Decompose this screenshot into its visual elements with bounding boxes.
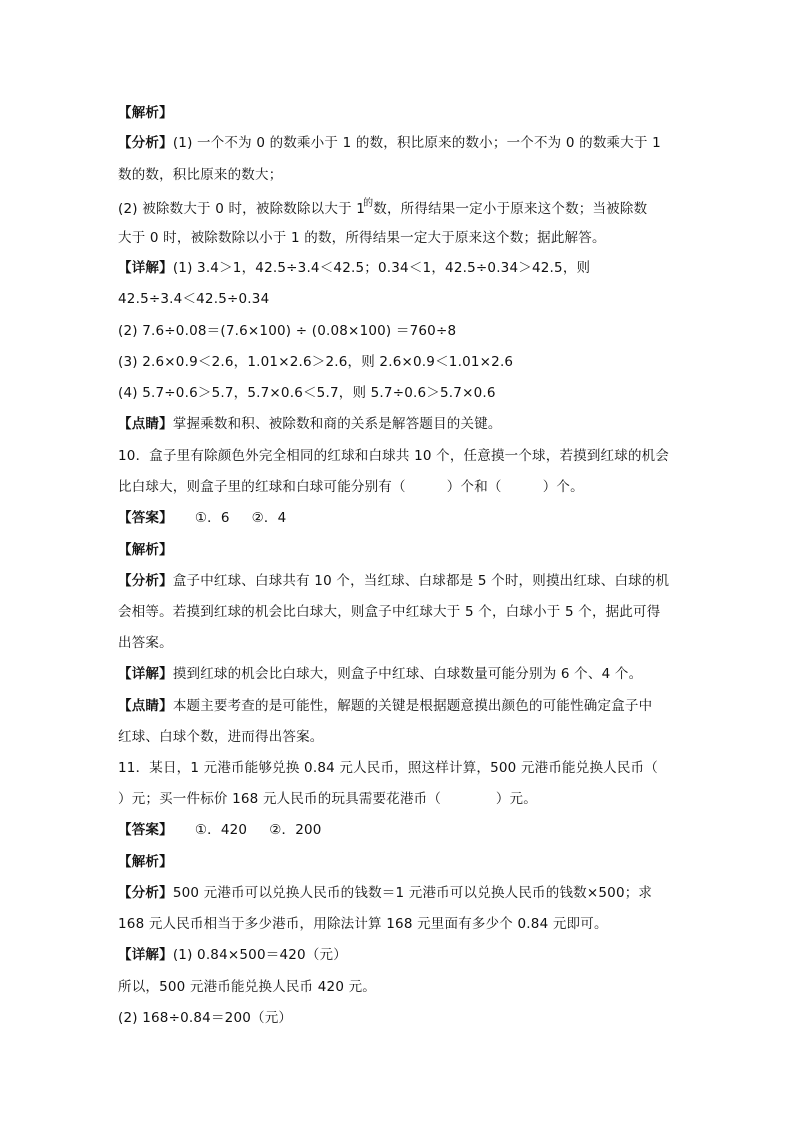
question-text: 比白球大，则盒子里的红球和白球可能分别有（ ）个和（ ）个。 xyxy=(118,479,584,495)
doc-line-26 xyxy=(118,884,652,902)
doc-line-25 xyxy=(118,853,173,871)
line-text: 本题主要考查的是可能性，解题的关键是根据题意摸出颜色的可能性确定盒子中 xyxy=(172,698,653,714)
section-tag: 【分析】 xyxy=(118,573,173,589)
doc-line-11 xyxy=(118,415,502,433)
doc-line-12 xyxy=(118,447,669,465)
section-tag: 【解析】 xyxy=(118,542,173,558)
doc-line-20 xyxy=(118,697,652,715)
doc-line-14 xyxy=(118,509,286,527)
doc-line-4 xyxy=(118,200,647,220)
section-tag: 【点睛】 xyxy=(118,698,173,714)
doc-line-18 xyxy=(118,634,173,652)
line-text: 出答案。 xyxy=(118,635,173,651)
line-text: 500 元港币可以兑换人民币的钱数＝1 元港币可以兑换人民币的钱数×500；求 xyxy=(172,885,653,901)
line-text: (2) 被除数大于 0 时，被除数除以大于 1 xyxy=(118,201,366,217)
line-text: 掌握乘数和积、被除数和商的关系是解答题目的关键。 xyxy=(172,416,502,432)
doc-line-29 xyxy=(118,978,376,996)
answer-2: ②．200 xyxy=(269,822,322,838)
doc-line-8 xyxy=(118,322,456,340)
doc-line-1 xyxy=(118,104,173,122)
line-text: (4) 5.7÷0.6＞5.7，5.7×0.6＜5.7，则 5.7÷0.6＞5.7×0.6 xyxy=(118,385,496,401)
doc-line-24 xyxy=(118,821,322,839)
line-text: 红球、白球个数，进而得出答案。 xyxy=(118,729,324,745)
line-text: 所以，500 元港币能兑换人民币 420 元。 xyxy=(118,979,377,995)
line-text: 摸到红球的机会比白球大，则盒子中红球、白球数量可能分别为 6 个、4 个。 xyxy=(172,666,643,682)
answer-1: ①．420 xyxy=(194,822,248,838)
line-text: 大于 0 时，被除数除以小于 1 的数，所得结果一定大于原来这个数；据此解答。 xyxy=(118,230,606,246)
question-text: ）元；买一件标价 168 元人民币的玩具需要花港币（ ）元。 xyxy=(118,791,537,807)
line-text: 数的数，积比原来的数大； xyxy=(118,167,283,183)
superscript-text: 的 xyxy=(363,198,374,209)
doc-line-6 xyxy=(118,259,590,277)
doc-line-22 xyxy=(118,759,658,777)
section-tag: 【点睛】 xyxy=(118,416,173,432)
question-text: 10．盒子里有除颜色外完全相同的红球和白球共 10 个，任意摸一个球，若摸到红球的机会 xyxy=(118,448,670,464)
section-tag: 【详解】 xyxy=(118,260,173,276)
doc-line-28 xyxy=(118,946,347,964)
doc-line-19 xyxy=(118,665,642,683)
section-tag: 【详解】 xyxy=(118,666,173,682)
line-text: (3) 2.6×0.9＜2.6，1.01×2.6＞2.6，则 2.6×0.9＜1.01×2.6 xyxy=(118,354,514,370)
line-text: (1) 3.4＞1，42.5÷3.4＜42.5；0.34＜1，42.5÷0.34＞42.5，则 xyxy=(172,260,591,276)
doc-line-30 xyxy=(118,1009,292,1027)
doc-line-3 xyxy=(118,166,282,184)
doc-line-16 xyxy=(118,572,669,590)
doc-line-13 xyxy=(118,478,584,496)
doc-line-2 xyxy=(118,134,661,152)
line-text: 盒子中红球、白球共有 10 个，当红球、白球都是 5 个时，则摸出红球、白球的机 xyxy=(172,573,670,589)
answer-tag: 【答案】 xyxy=(118,822,173,838)
answer-2: ②．4 xyxy=(251,510,287,526)
line-text: 会相等。若摸到红球的机会比白球大，则盒子中红球大于 5 个，白球小于 5 个，据此可得 xyxy=(118,604,661,620)
line-text: (2) 7.6÷0.08＝(7.6×100) ÷ (0.08×100) ＝760÷8 xyxy=(118,323,457,339)
section-tag: 【解析】 xyxy=(118,854,173,870)
answer-1: ①．6 xyxy=(194,510,230,526)
doc-line-5 xyxy=(118,229,606,247)
line-text: (1) 0.84×500＝420（元） xyxy=(172,947,347,963)
doc-line-15 xyxy=(118,541,173,559)
line-text: 42.5÷3.4＜42.5÷0.34 xyxy=(118,291,270,307)
doc-line-23 xyxy=(118,790,537,808)
question-text: 11．某日，1 元港币能够兑换 0.84 元人民币，照这样计算，500 元港币能兑换人民币（ xyxy=(118,760,658,776)
line-text: 168 元人民币相当于多少港币，用除法计算 168 元里面有多少个 0.84 元即可。 xyxy=(118,916,608,932)
section-tag: 【解析】 xyxy=(118,105,173,121)
answer-tag: 【答案】 xyxy=(118,510,173,526)
doc-line-21 xyxy=(118,728,324,746)
line-text: (1) 一个不为 0 的数乘小于 1 的数，积比原来的数小；一个不为 0 的数乘大于 1 xyxy=(172,135,661,151)
doc-line-7 xyxy=(118,290,269,308)
doc-line-27 xyxy=(118,915,608,933)
line-text: (2) 168÷0.84＝200（元） xyxy=(118,1010,293,1026)
doc-line-10 xyxy=(118,384,496,402)
section-tag: 【分析】 xyxy=(118,135,173,151)
section-tag: 【详解】 xyxy=(118,947,173,963)
line-text: 数，所得结果一定小于原来这个数；当被除数 xyxy=(373,201,648,217)
doc-line-9 xyxy=(118,353,513,371)
section-tag: 【分析】 xyxy=(118,885,173,901)
doc-line-17 xyxy=(118,603,660,621)
